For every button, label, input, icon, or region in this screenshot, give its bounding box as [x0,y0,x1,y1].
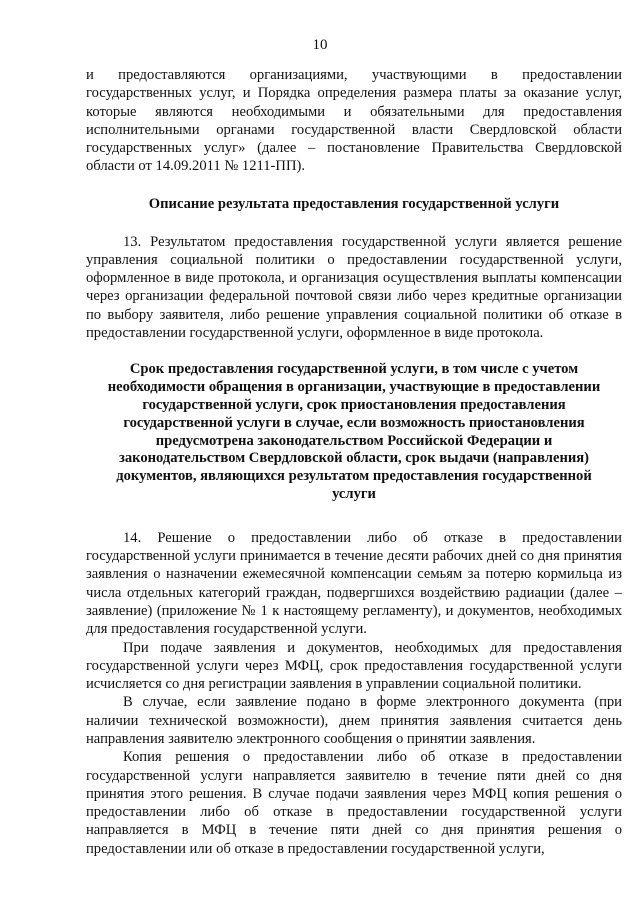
section-heading-term: Срок предоставления государственной услуги, в том числе с учетом необходимости обращения в организации, участвующие в предоставлении государственной услуги, срок приостановления предоставления государственной услуги в случае, если возможность приостановления предусмотрена законодательством Российской Федерации и законодательством Свердловской области, срок выдачи (направления) документов, являющихся результатом предоставления государственной услуги [107,361,601,502]
section-heading-result: Описание результата предоставления государственной услуги [148,195,560,212]
page-content [86,66,622,858]
continuation-paragraph: и предоставляются организациями, участвующими в предоставлении государственных услуг, и Порядка определения размера платы за оказание услуг, которые являются необходимыми и обязательными для предоставления исполнительными органами государственной власти Свердловской области государственных услуг» (далее – постановление Правительства Свердловской области от 14.09.2011 № 1211-ПП). [86,67,622,175]
paragraph-14: 14. Решение о предоставлении либо об отказе в предоставлении государственной услуги принимается в течение десяти рабочих дней со дня принятия заявления о назначении ежемесячной компенсации семьям за потерю кормильца из числа отдельных категорий граждан, подвергшихся воздействию радиации (далее – заявление) (приложение № 1 к настоящему регламенту), и документов, необходимых для предоставления государственной услуги. [86,529,622,638]
paragraph-13: 13. Результатом предоставления государственной услуги является решение управления социальной политики о предоставлении государственной услуги, оформленное в виде протокола, и организация осуществления выплаты компенсации через организации федеральной почтовой связи либо через кредитные организации по выбору заявителя, либо решение управления социальной политики об отказе в предоставлении государственной услуги, оформленное в виде протокола. [86,233,622,342]
paragraph-decision-copy: Копия решения о предоставлении либо об отказе в предоставлении государственной услуги направляется заявителю в течение пяти дней со дня принятия этого решения. В случае подачи заявления через МФЦ копия решения о предоставлении либо об отказе в предоставлении государственной услуги направляется в МФЦ в течение пяти дней со дня принятия решения о предоставлении или об отказе в предоставлении государственной услуги, [86,749,622,857]
page-number: 10 [312,37,328,53]
paragraph-electronic-document: В случае, если заявление подано в форме электронного документа (при наличии технической возможности), днем принятия заявления считается день направления заявителю электронного сообщения о принятии заявления. [86,694,622,747]
paragraph-mfc-term: При подаче заявления и документов, необходимых для предоставления государственной услуги через МФЦ, срок предоставления государственной услуги исчисляется со дня регистрации заявления в управлении социальной политики. [86,639,622,693]
